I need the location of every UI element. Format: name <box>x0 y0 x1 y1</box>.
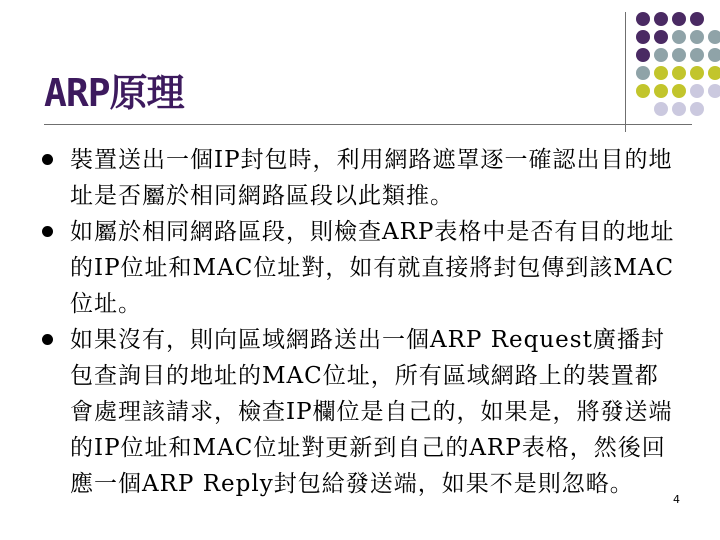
dot <box>708 30 720 44</box>
bullet-dot <box>42 226 53 237</box>
dot <box>708 84 720 98</box>
dot <box>690 30 704 44</box>
bullet-text: 如屬於相同網路區段，則檢查ARP表格中是否有目的地址的IP位址和MAC位址對，如有就直接將封包傳到該MAC位址。 <box>70 219 675 317</box>
decorative-dot-grid <box>636 12 716 112</box>
bullet-list <box>42 142 682 502</box>
dot <box>636 84 650 98</box>
dot <box>672 30 686 44</box>
bullet-dot <box>42 334 53 345</box>
dot <box>690 102 704 116</box>
dot <box>690 66 704 80</box>
dot <box>654 84 668 98</box>
bullet-text: 如果沒有，則向區域網路送出一個ARP Request廣播封包查詢目的地址的MAC位址，所有區域網路上的裝置都會處理該請求，檢查IP欄位是自己的，如果是，將發送端的IP位址和MAC位址對更新到自己的ARP表格，然後回應一個ARP Reply封包給發送端，如果不是則忽略。 <box>70 327 673 497</box>
dot <box>672 102 686 116</box>
dot <box>672 84 686 98</box>
dot <box>708 66 720 80</box>
dot <box>708 48 720 62</box>
bullet-item <box>42 142 682 214</box>
dot <box>672 66 686 80</box>
dot <box>690 12 704 26</box>
dot <box>672 48 686 62</box>
dot <box>636 66 650 80</box>
bullet-item <box>42 322 682 502</box>
bullet-dot <box>42 154 53 165</box>
bullet-text: 裝置送出一個IP封包時，利用網路遮罩逐一確認出目的地址是否屬於相同網路區段以此類推。 <box>70 147 673 209</box>
slide-title: ARP原理 <box>44 71 184 115</box>
dot <box>690 84 704 98</box>
dot <box>654 30 668 44</box>
dot <box>654 12 668 26</box>
horizontal-divider <box>44 124 692 125</box>
dot <box>654 48 668 62</box>
bullet-item <box>42 214 682 322</box>
dot <box>690 48 704 62</box>
page-number: 4 <box>673 493 680 506</box>
vertical-divider <box>625 12 626 132</box>
dot <box>654 102 668 116</box>
dot <box>672 12 686 26</box>
dot <box>636 12 650 26</box>
dot <box>636 48 650 62</box>
dot <box>654 66 668 80</box>
dot <box>636 30 650 44</box>
